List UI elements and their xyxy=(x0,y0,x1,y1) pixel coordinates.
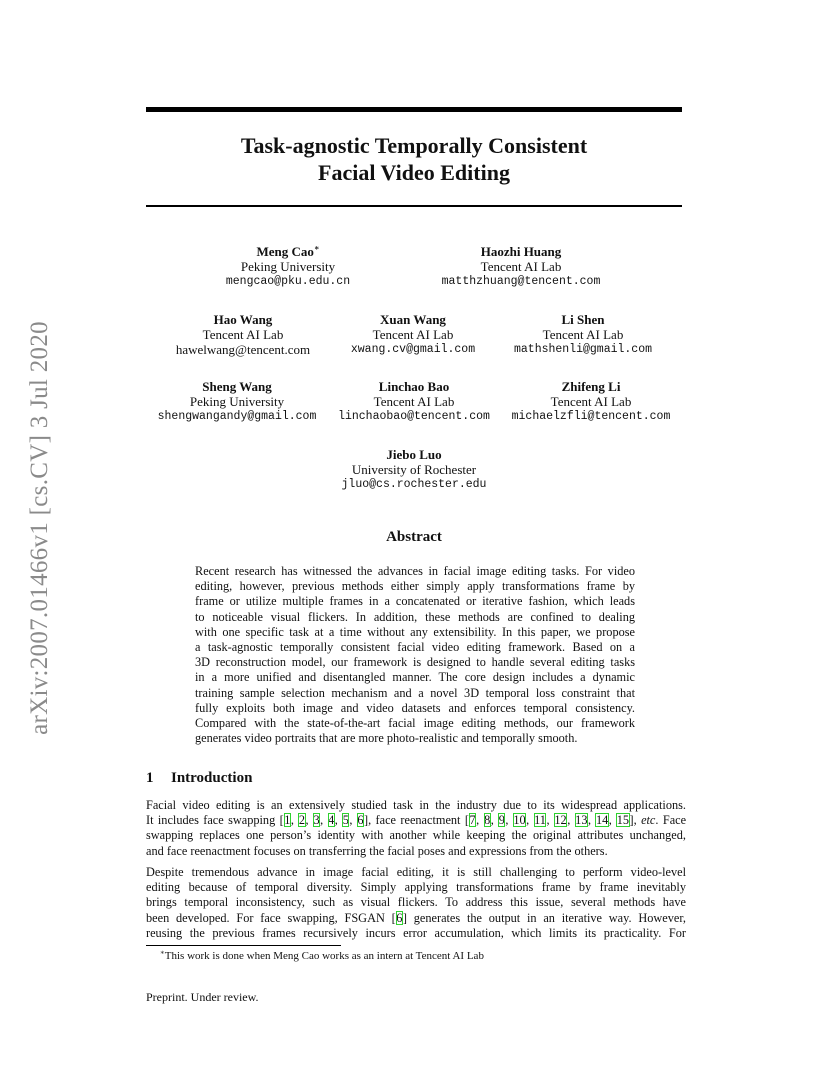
citation-link[interactable]: 6 xyxy=(396,910,403,925)
author-email[interactable]: jluo@cs.rochester.edu xyxy=(341,478,487,491)
intro-paragraph-1 xyxy=(146,798,686,859)
citation-link[interactable]: 2 xyxy=(298,813,305,828)
abstract-line: a task-agnostic temporally consistent facial video editing framework. Based on a xyxy=(195,639,635,654)
author-name: Linchao Bao xyxy=(378,379,450,394)
footnote-text: This work is done when Meng Cao works as an intern at Tencent AI Lab xyxy=(164,950,484,962)
title-line-2: Facial Video Editing xyxy=(318,160,510,185)
citation-link[interactable]: 11 xyxy=(534,813,546,828)
author-name: Hao Wang xyxy=(213,312,273,327)
author-affiliation: Tencent AI Lab xyxy=(550,394,632,409)
author-affiliation: Tencent AI Lab xyxy=(542,327,624,342)
citation-link[interactable]: 10 xyxy=(513,813,526,828)
citation-link[interactable]: 4 xyxy=(328,813,335,828)
citation-link[interactable]: 9 xyxy=(498,813,505,828)
intro-paragraph-2 xyxy=(146,865,686,941)
citation-link[interactable]: 14 xyxy=(595,813,609,828)
author-affiliation: Tencent AI Lab xyxy=(202,327,284,342)
author-affiliation: Tencent AI Lab xyxy=(480,259,562,274)
footnote xyxy=(160,950,484,962)
author-email[interactable]: hawelwang@tencent.com xyxy=(175,342,311,357)
author-name: Jiebo Luo xyxy=(386,447,442,462)
author-block xyxy=(481,379,701,424)
section-number: 1 xyxy=(146,770,154,786)
abstract-line: in a more unified and disentangled manner. The core design includes a dynamic xyxy=(195,670,635,685)
footnote-rule xyxy=(146,945,341,946)
author-name: Zhifeng Li xyxy=(561,379,621,394)
paper-title xyxy=(0,132,828,186)
author-affiliation: Peking University xyxy=(240,259,336,274)
author-email[interactable]: xwang.cv@gmail.com xyxy=(350,343,476,356)
author-block xyxy=(411,244,631,289)
author-email[interactable]: mathshenli@gmail.com xyxy=(513,343,653,356)
abstract-line: generates video portraits that are more photo-realistic and temporally smooth. xyxy=(195,731,578,746)
author-block xyxy=(304,447,524,492)
citation-link[interactable]: 1 xyxy=(284,813,291,828)
author-email[interactable]: linchaobao@tencent.com xyxy=(338,410,490,423)
author-name: Haozhi Huang xyxy=(480,244,562,259)
paragraph-line: brings temporal inconsistency, such as visual flickers. To address this issue, several methods have xyxy=(146,895,686,910)
abstract-body xyxy=(195,564,635,746)
abstract-line: with one specific task at a time without any extensibility. In this paper, we propose xyxy=(195,624,635,639)
abstract-line: to noticeable visual flickers. In addition, these methods are confined to dealing xyxy=(195,609,635,624)
citation-link[interactable]: 6 xyxy=(357,813,364,828)
author-affiliation: Peking University xyxy=(189,394,285,409)
citation-link[interactable]: 15 xyxy=(616,813,629,828)
author-footnote-mark: ∗ xyxy=(313,243,320,253)
abstract-line: training sample selection mechanism and a novel 3D temporal loss constraint that xyxy=(195,685,635,700)
paragraph-line: It includes face swapping [1, 2, 3, 4, 5, 6], face reenactment [7, 8, 9, 10, 11, 12, 13, 14, 15], etc. Face xyxy=(146,813,687,828)
title-line-1: Task-agnostic Temporally Consistent xyxy=(240,133,588,158)
title-top-rule xyxy=(146,107,682,112)
arxiv-id: arXiv:2007.01466v1 [cs.CV] 3 Jul 2020 xyxy=(26,321,53,735)
author-affiliation: Tencent AI Lab xyxy=(373,394,455,409)
paragraph-line: been developed. For face swapping, FSGAN [6] generates the output in an iterative way. However, xyxy=(146,910,686,925)
title-bottom-rule xyxy=(146,205,682,207)
author-name: Meng Cao xyxy=(256,244,314,259)
section-title: Introduction xyxy=(171,770,253,786)
author-block xyxy=(473,312,693,357)
author-email[interactable]: mengcao@pku.edu.cn xyxy=(225,275,351,288)
author-name: Sheng Wang xyxy=(202,379,272,394)
author-name: Xuan Wang xyxy=(380,312,446,327)
citation-link[interactable]: 3 xyxy=(313,813,320,828)
abstract-line: editing, however, previous methods either simply apply transformations frame by xyxy=(195,579,635,594)
paragraph-line: reusing the previous frames recursively incurs error accumulation, which limits its practicality. For xyxy=(146,925,686,940)
citation-link[interactable]: 12 xyxy=(554,813,567,828)
abstract-line: fully exploits both image and video datasets and enforces temporal consistency. xyxy=(195,700,635,715)
paragraph-line: and face reenactment focuses on transferring the facial poses and expressions from the others. xyxy=(146,843,608,858)
section-heading xyxy=(146,770,252,787)
citation-link[interactable]: 13 xyxy=(575,813,588,828)
abstract-line: Compared with the state-of-the-art facial image editing methods, our framework xyxy=(195,715,635,730)
abstract-heading: Abstract xyxy=(386,529,442,545)
author-name: Li Shen xyxy=(561,312,605,327)
paragraph-line: Despite tremendous advance in image facial editing, it is still challenging to perform video-level xyxy=(146,865,686,879)
author-email[interactable]: michaelzfli@tencent.com xyxy=(511,410,671,423)
abstract-line: Recent research has witnessed the advances in facial image editing tasks. For video xyxy=(195,564,635,578)
author-email[interactable]: matthzhuang@tencent.com xyxy=(441,275,601,288)
preprint-footer: Preprint. Under review. xyxy=(146,990,259,1004)
citation-link[interactable]: 8 xyxy=(484,813,491,828)
paragraph-line: Facial video editing is an extensively studied task in the industry due to its widespread applications. xyxy=(146,798,686,812)
footnote-mark: ∗ xyxy=(160,948,165,957)
author-affiliation: University of Rochester xyxy=(351,462,477,477)
citation-link[interactable]: 7 xyxy=(469,813,476,828)
author-email[interactable]: shengwangandy@gmail.com xyxy=(157,410,317,423)
abstract-line: 3D reconstruction model, our framework is designed to handle several editing tasks xyxy=(195,655,635,670)
abstract-line: frame or utilize multiple frames in a concatenated or iterative fashion, which leads xyxy=(195,594,635,609)
author-affiliation: Tencent AI Lab xyxy=(372,327,454,342)
citation-link[interactable]: 5 xyxy=(342,813,349,828)
paragraph-line: editing because of temporal diversity. Simply applying transformations frame by frame inevitably xyxy=(146,880,686,895)
paragraph-line: swapping replaces one person’s identity with another while keeping the original attributes unchanged, xyxy=(146,828,686,843)
author-block xyxy=(178,244,398,289)
